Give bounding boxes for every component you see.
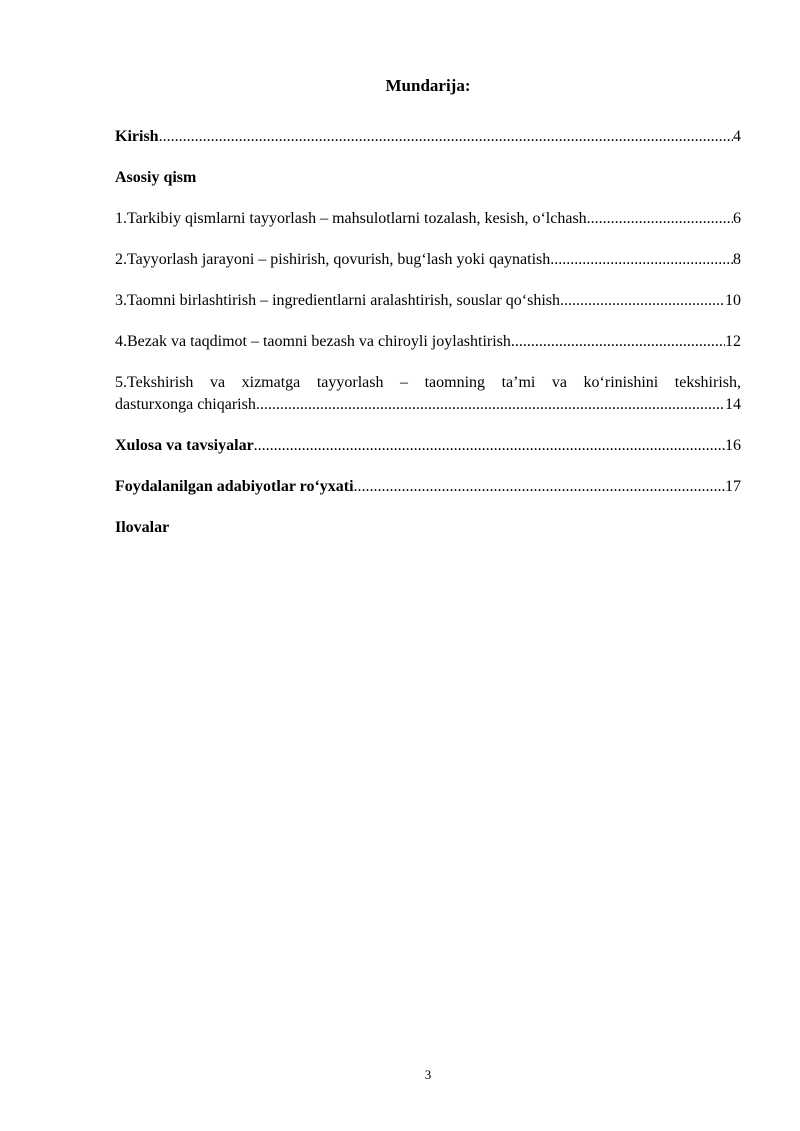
dot-leader: [354, 476, 725, 498]
dot-leader: [254, 435, 725, 457]
toc-entry-label: Xulosa va tavsiyalar: [115, 437, 254, 454]
page-number: 3: [424, 1067, 432, 1082]
toc-entry-page: 12: [725, 333, 741, 350]
toc-entry-2[interactable]: [115, 249, 741, 271]
toc-entry-label: 1.Tarkibiy qismlarni tayyorlash – mahsulotlarni tozalash, kesish, o‘lchash: [115, 210, 587, 227]
toc-entry-3[interactable]: [115, 290, 741, 312]
table-of-contents: [115, 126, 741, 539]
dot-leader: [550, 249, 733, 271]
toc-section-heading: Asosiy qism: [115, 169, 197, 186]
toc-entry-1[interactable]: [115, 208, 741, 230]
toc-entry-label: 4.Bezak va taqdimot – taomni bezash va chiroyli joylashtirish: [115, 333, 511, 350]
toc-entry-page: 8: [733, 251, 741, 268]
dot-leader: [256, 394, 725, 416]
toc-entry-page: 17: [725, 478, 741, 495]
toc-entry-label: Kirish: [115, 128, 159, 145]
dot-leader: [560, 290, 725, 312]
toc-entry-5[interactable]: [115, 372, 741, 416]
toc-entry-adabiyotlar[interactable]: [115, 476, 741, 498]
toc-entry-label: 2.Tayyorlash jarayoni – pishirish, qovurish, bug‘lash yoki qaynatish: [115, 251, 551, 268]
dot-leader: [511, 331, 725, 353]
page-title: Mundarija:: [385, 76, 471, 95]
toc-entry-label-line2: dasturxonga chiqarish: [115, 396, 256, 413]
toc-entry-label: 3.Taomni birlashtirish – ingredientlarni aralashtirish, souslar qo‘shish: [115, 292, 561, 309]
toc-entry-kirish[interactable]: [115, 126, 741, 148]
toc-entry-label-line1: 5.Tekshirish va xizmatga tayyorlash – taomning ta’mi va ko‘rinishini tekshirish,: [115, 374, 741, 391]
toc-entry-page: 16: [725, 437, 741, 454]
toc-entry-label: Foydalanilgan adabiyotlar ro‘yxati: [115, 478, 354, 495]
toc-entry-page: 14: [725, 396, 741, 413]
dot-leader: [587, 208, 733, 230]
toc-entry-page: 4: [733, 128, 741, 145]
dot-leader: [159, 126, 733, 148]
toc-entry-ilovalar: Ilovalar: [115, 519, 170, 536]
toc-entry-page: 6: [733, 210, 741, 227]
toc-entry-4[interactable]: [115, 331, 741, 353]
toc-entry-xulosa[interactable]: [115, 435, 741, 457]
toc-entry-page: 10: [725, 292, 741, 309]
